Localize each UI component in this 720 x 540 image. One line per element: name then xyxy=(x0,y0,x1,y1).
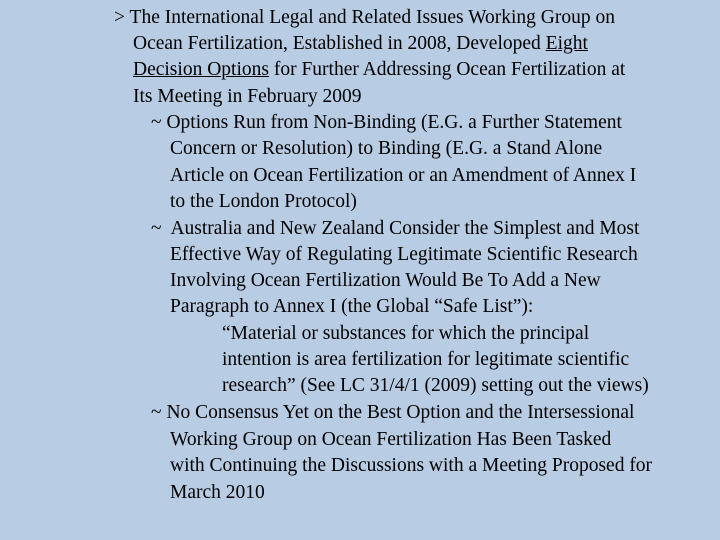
underlined-term-eight: Eight xyxy=(545,33,588,54)
sub-bullet-text: March 2010 xyxy=(170,482,265,503)
sub-bullet-2-line-3 xyxy=(170,268,601,294)
sub-bullet-3-line-3 xyxy=(170,453,652,479)
sub-bullet-text: Paragraph to Annex I (the Global “Safe List”): xyxy=(170,296,534,317)
sub-bullet-marker: ~ xyxy=(151,218,162,239)
sub-bullet-text: Concern or Resolution) to Binding (E.G. a Stand Alone xyxy=(170,138,603,159)
sub-bullet-1-line-3 xyxy=(170,163,636,189)
sub-bullet-text: with Continuing the Discussions with a Meeting Proposed for xyxy=(170,455,653,476)
main-bullet-marker: > xyxy=(114,7,125,28)
sub-bullet-marker: ~ xyxy=(151,402,162,423)
sub-bullet-marker: ~ xyxy=(151,112,162,133)
sub-bullet-2-line-4 xyxy=(170,294,533,320)
quote-line-1 xyxy=(222,321,589,347)
sub-bullet-1-line-2 xyxy=(170,136,602,162)
quote-text: intention is area fertilization for legitimate scientific xyxy=(222,349,630,370)
sub-bullet-text: Working Group on Ocean Fertilization Has Been Tasked xyxy=(170,429,612,450)
sub-bullet-text: Options Run from Non-Binding (E.G. a Further Statement xyxy=(166,112,622,133)
underlined-term-decision-options: Decision Options xyxy=(133,59,269,80)
sub-bullet-2-line-2 xyxy=(170,242,638,268)
main-bullet-text: Ocean Fertilization, Established in 2008, Developed xyxy=(133,33,541,54)
quote-text: research” (See LC 31/4/1 (2009) setting out the views) xyxy=(222,375,649,396)
sub-bullet-text: to the London Protocol) xyxy=(170,191,357,212)
sub-bullet-3-line-2 xyxy=(170,427,611,453)
sub-bullet-text: Involving Ocean Fertilization Would Be To Add a New xyxy=(170,270,601,291)
quote-line-3 xyxy=(222,373,649,399)
main-bullet-line-1 xyxy=(114,5,615,31)
quote-text: “Material or substances for which the principal xyxy=(222,323,590,344)
main-bullet-text: for Further Addressing Ocean Fertilization at xyxy=(273,59,626,80)
main-bullet-line-2 xyxy=(133,31,588,57)
main-bullet-line-4 xyxy=(133,84,362,110)
main-bullet-text: Its Meeting in February 2009 xyxy=(133,86,362,107)
sub-bullet-text: Effective Way of Regulating Legitimate Scientific Research xyxy=(170,244,638,265)
quote-line-2 xyxy=(222,347,629,373)
sub-bullet-3-line-1 xyxy=(151,400,634,426)
main-bullet-line-3 xyxy=(133,57,625,83)
sub-bullet-1-line-1 xyxy=(151,110,622,136)
sub-bullet-text: No Consensus Yet on the Best Option and the Intersessional xyxy=(166,402,635,423)
sub-bullet-2-line-1 xyxy=(151,216,639,242)
sub-bullet-3-line-4 xyxy=(170,480,265,506)
main-bullet-text: The International Legal and Related Issues Working Group on xyxy=(129,7,615,28)
sub-bullet-text: Article on Ocean Fertilization or an Amendment of Annex I xyxy=(170,165,637,186)
sub-bullet-1-line-4 xyxy=(170,189,357,215)
sub-bullet-text: Australia and New Zealand Consider the Simplest and Most xyxy=(170,218,640,239)
